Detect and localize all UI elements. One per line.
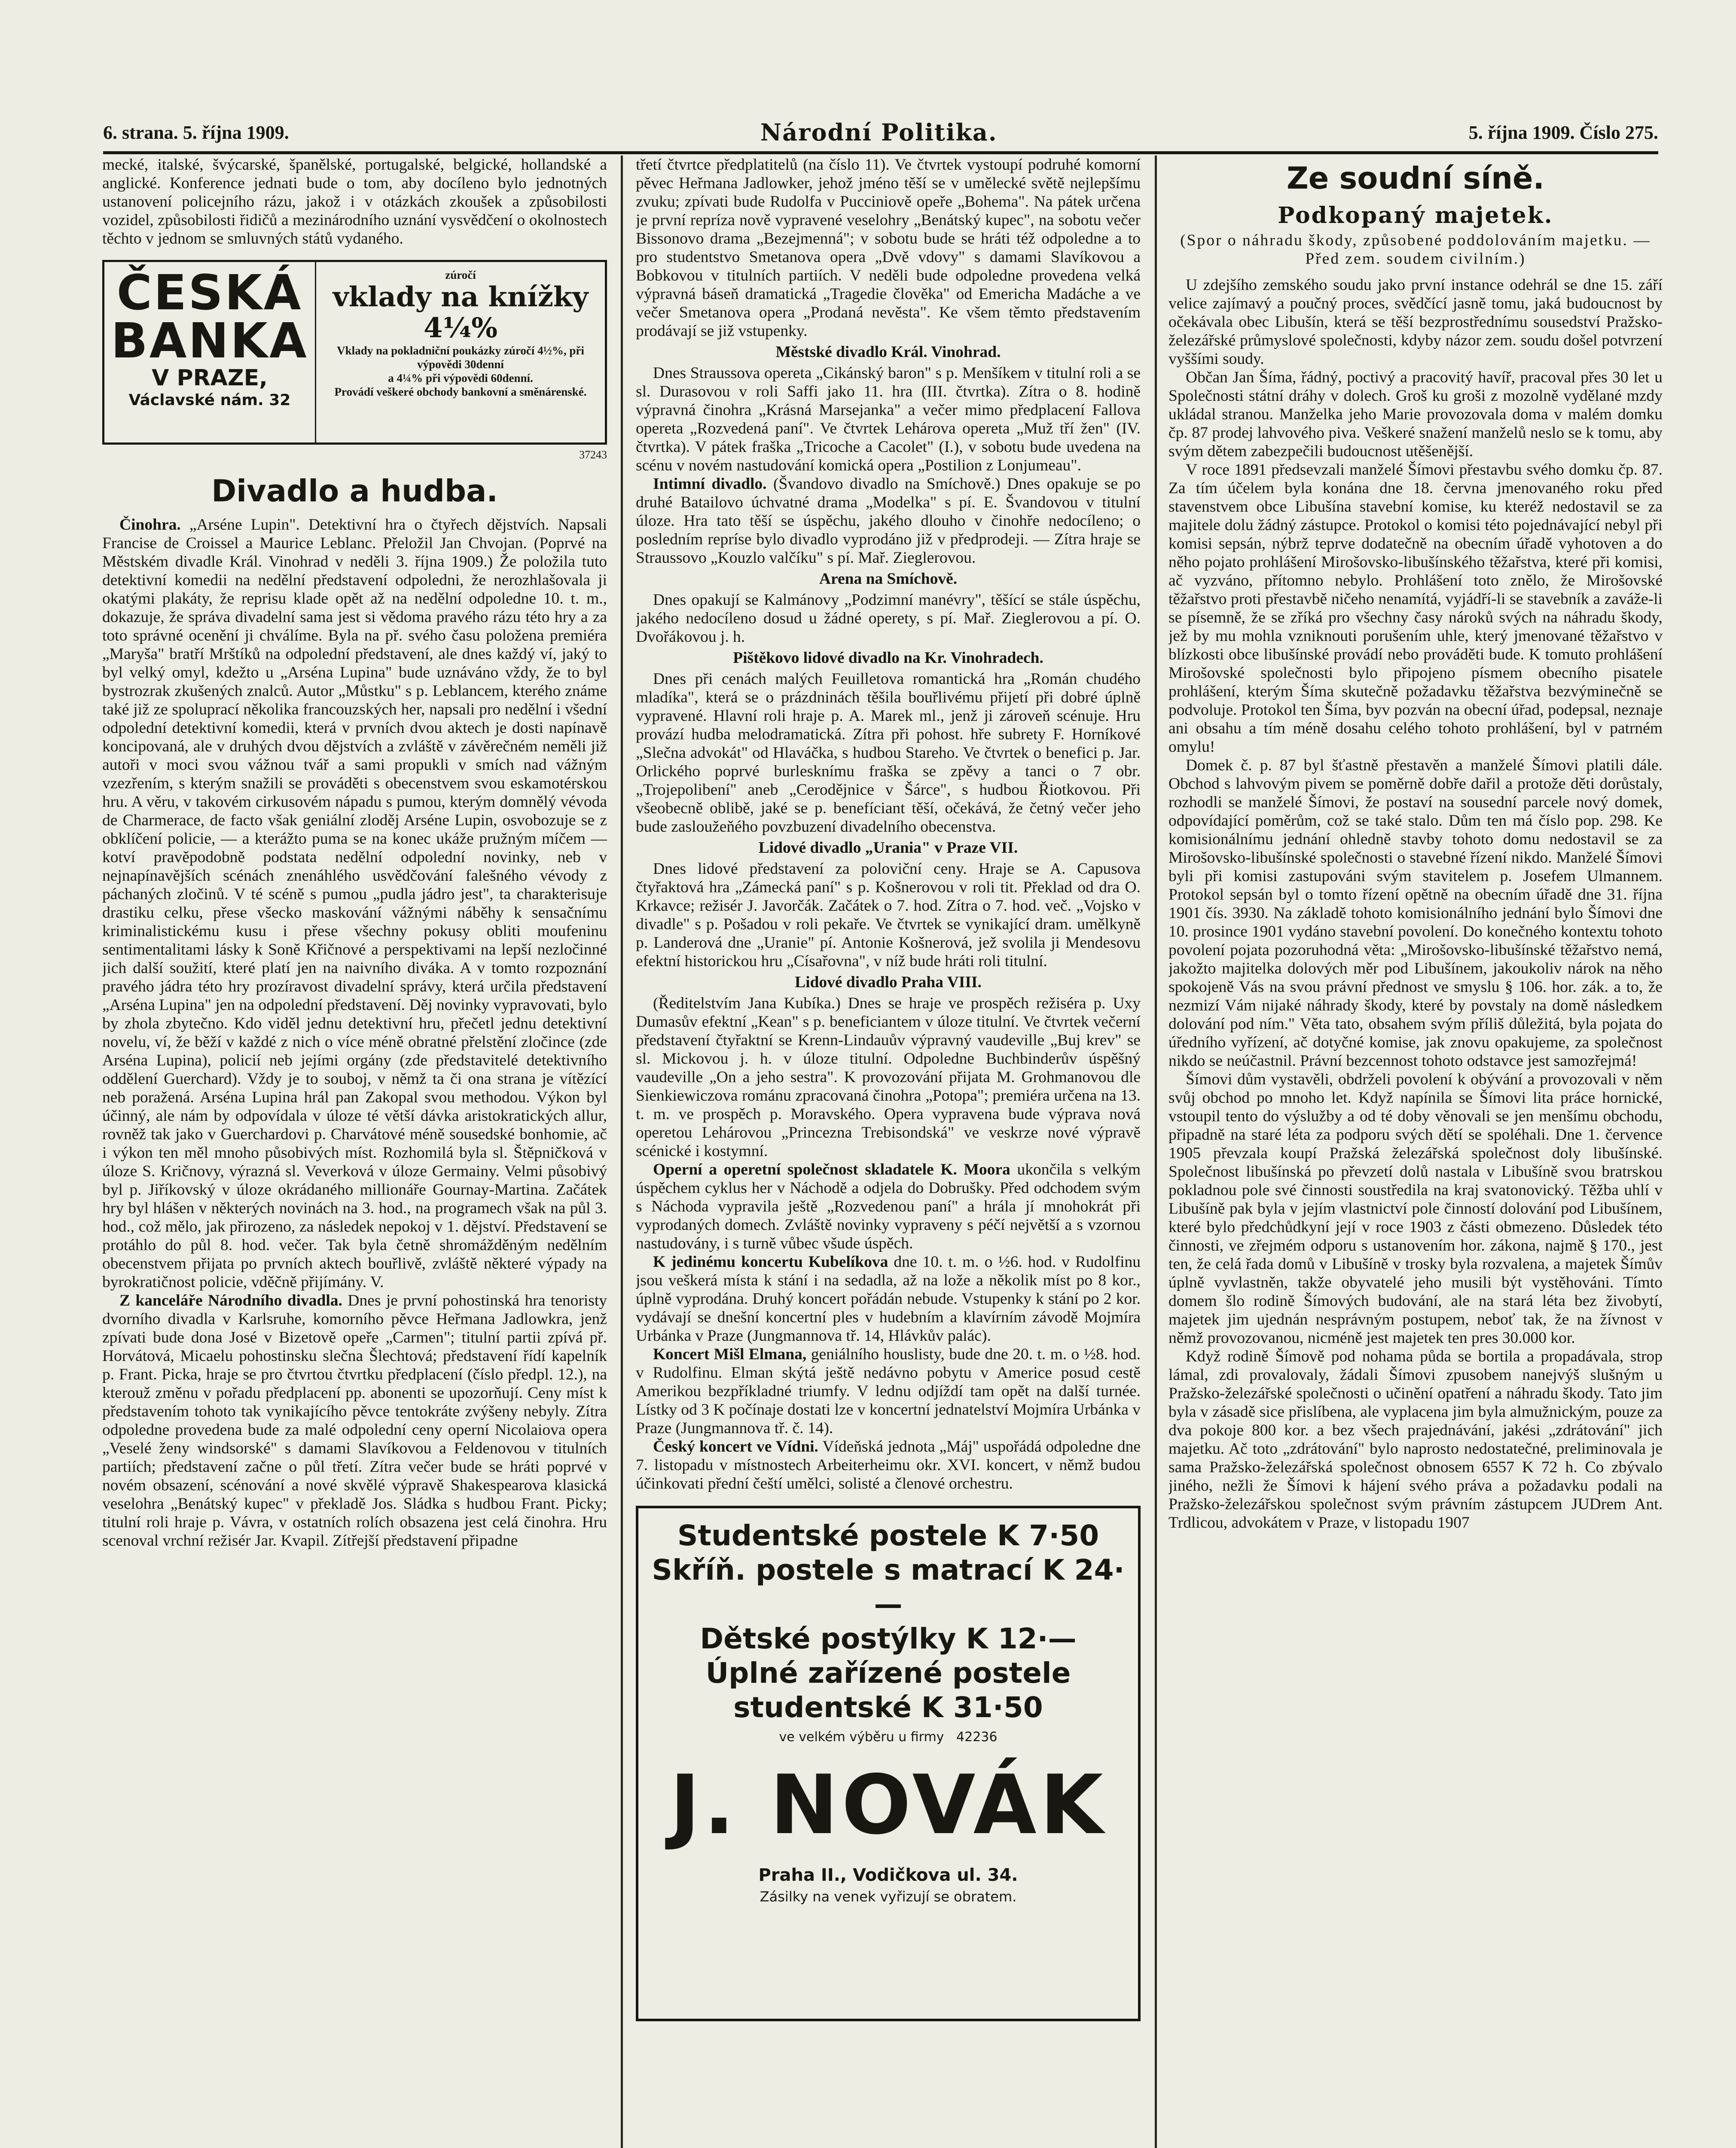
moor-lead: Operní a operetní společnost skladatele K. Moora xyxy=(653,1161,1010,1178)
novak-ad xyxy=(636,1506,1141,2021)
bank-line-2: a 4¼% při výpovědi 60denní. xyxy=(388,372,533,384)
heading-pistek: Pištěkovo lidové divadlo na Kr. Vinohradech. xyxy=(733,649,1043,667)
court-note: (Spor o náhradu škody, způsobené poddolováním majetku. — Před zem. soudem civilním.) xyxy=(1180,232,1651,268)
kubelik-text: dne 10. t. m. o ½6. hod. v Rudolfinu jsou veškerá místa k stání i na sedadla, až na lože a několik míst po 8 kor., úplně vyprodána. Druhý koncert pořádán nebude. Vstupenky k stání po 2 kor. vydávají se dnešní koncertní ples v hudebním a klavírním závodě Mojmíra Urbánka v Praze (Jungmannova tř. 14, Hlávkův palác). xyxy=(636,1253,1141,1345)
intimate-theatre-lead: Intimní divadlo. xyxy=(653,475,767,493)
court-p6: Když rodině Šímově pod nohama půda se bortila a propadávala, strop lámal, zdi provalovaly, žádali Šímovi zpusobem nanejvýš slušným u Pražsko-železářské společnosti o učinění opatření a náhradu škody. Tato jim byla v zásadě sice přislíbena, ale vyplacena jim byla almužnickým, pouze za dva pokoje 800 kor. a bez všech prajednávání, jakési „zdrátování" jich majetku. Ač toto „zdrátování" bylo naprosto nedostatečné, preliminovala je sama Pražsko-železářská společnost obnosem 6557 K 72 h. Co zbývalo jiného, nežli že Šímovi k hájení svého práva a požadavku podali na Pražsko-železářskou společnost svým právním zástupcem JUDrem Ant. Trdlicou, advokátem v Praze, v listopadu 1907 xyxy=(1169,1348,1663,1532)
pistek-text: Dnes při cenách malých Feuilletova romantická hra „Román chudého mladíka", která se o prázdninách těšila bouřlivému přijetí při dobré úplně vypravené. Hlavní roli hraje p. A. Marek ml., jenž ji zároveň scénuje. Hru provází hudba melodramatická. Zítra při pohost. hře subrety F. Horníkové „Slečna advokát" od Hlaváčka, s hudbou Stareho. Ve čtvrtek o benefici p. Jar. Orlického poprvé burlesknímu fraška se zpěvy a tanci o 7 obr. „Trojepolibení" aneb „Cerodějnice v Šárce", s hudbou Řiotkovou. Při všeobecně oblibě, jaké se p. benefíciant těší, očekává, že četný večer jeho bude zasloužeňého povzbuzení divadelního obecenstva. xyxy=(636,670,1141,836)
novak-address: Praha II., Vodičkova ul. 34. xyxy=(758,1865,1018,1885)
bank-headline: vklady na knížky 4¼% xyxy=(333,281,589,344)
court-subtitle: Podkopaný majetek. xyxy=(1278,202,1553,229)
novak-footer: Zásilky na venek vyřizují se obratem. xyxy=(760,1889,1017,1905)
national-theatre-text: Dnes je první pohostinská hra tenoristy dvorního divadla v Karlsruhe, komorního pěvce Heřmana Jadlowkra, jenž zpívati bude dona José v Bizetově opeře „Carmen"; titulní partii zpívá př. Horvátová, Micaelu pohostinsku slečna Šlechtová; představení řídí kapelník p. Frant. Picka, hraje se pro čtvrtou čtvrtku předplacení (číslo předpl. 12.), na kterouž změnu v pořadu předplacení pp. abonenti se upozorňují. Ceny míst k představením tohoto tak vynikajícího pěvce tentokráte zvýšeny nebyly. Zítra odpoledne provedena bude za malé odpolední ceny operní Nicolaiova opera „Veselé ženy windsorské" s damami Slavíkovou a Feldenovou v titulních partiích; představení začne o půl třetí. Zítra večer bude se hráti poprvé v novém obsazení, scénování a nové skvělé výpravě Shakespearova klasická veselohra „Benátský kupec" v překladě Jos. Sládka s hudbou Frant. Picky; titulní roli hraje p. Vávra, v ostatních rolích obsazena jest celá činohra. Hru scenoval vrchní režisér Jar. Kvapil. Zítřejší představení připadne xyxy=(102,1292,607,1550)
bank-line-3: Provádí veškeré obchody bankovní a směnárenské. xyxy=(334,385,587,398)
review-paragraph xyxy=(102,516,607,1291)
moor-text: ukončila s velkým úspěchem cyklus her v Náchodě a odjela do Dobrušky. Před odchodem svým s Náchoda vypravila ještě „Rozvedenou paní" a hrála jí mnohokrát při vyprodaných domech. Zvláště novinky vypraveny s péčí největší a s vzornou nastudovány, i s turně vůbec všude úspěch. xyxy=(636,1161,1141,1252)
novak-note xyxy=(647,1727,1129,1747)
header-issue: 5. října 1909. Číslo 275. xyxy=(1468,122,1658,143)
court-p1: U zdejšího zemského soudu jako první instance odehrál se dne 15. září velice zajímavý a poučný proces, svědčící jasně tomu, jaká budoucnost by očekávala obec Libušín, která se těší bezprostřednímu sousedství Pražsko-železářské průmyslové společnosti, kdyby názor zem. soudu došel potvrzení vyššími soudy. xyxy=(1169,276,1663,368)
moor-paragraph xyxy=(636,1160,1141,1253)
intro-paragraph: mecké, italské, švýcarské, španělské, portugalské, belgické, hollandské a anglické. Konference jednati bude o tom, aby docíleno bylo jednotných ustanovení policejního rázu, jakož i v otázkách zkoušek a způsobilosti vozidel, způsobilosti řidičů a mezinárodního uznání vysvědčení o okolnostech těchto v jednom se smluvných států vydaného. xyxy=(102,156,607,247)
elman-paragraph xyxy=(636,1345,1141,1437)
column-2 xyxy=(636,156,1141,2148)
novak-line-2: Skříň. postele s matrací K 24·— xyxy=(652,1553,1125,1621)
elman-lead: Koncert Mišl Elmana, xyxy=(653,1346,807,1363)
novak-line-1: Studentské postele K 7·50 xyxy=(677,1519,1099,1552)
heading-praha-viii: Lidové divadlo Praha VIII. xyxy=(795,973,982,991)
vinohrady-text: Dnes Straussova opereta „Cikánský baron" s p. Menšíkem v titulní roli a se sl. Durasovou v roli Saffi jako 11. hra (III. čtvrtka). Zítra o 8. hodině výpravná činohra „Krásná Marsejanka" a večer mimo předplacení Fallova opereta „Rozvedená paní". Ve čtvrtek Lehárova opereta „Muž tří žen" (IV. čtvrtka). V pátek fraška „Tricoche a Cacolet" (I.), v sobotu bude uvedena na scénu v novém nastudování komická opera „Postilion z Lonjumeau". xyxy=(636,364,1141,474)
header-rule xyxy=(103,151,1658,154)
bank-label: zúročí xyxy=(445,268,476,281)
court-title: Ze soudní síně. xyxy=(1286,161,1545,196)
column-divider xyxy=(621,156,623,2148)
elman-text: geniálního houslisty, bude dne 20. t. m. o ½8. hod. v Rudolfinu. Elman skýtá ještě nedávno pobytu v Americe posud cestě Amerikou bezpříkladné triumfy. V lednu odjíždí tam opět na další turnée. Lístky od 3 K počínaje dostati lze v koncertní jednatelství Mojmíra Urbánka v Praze (Jungmannova tř. č. 14). xyxy=(636,1346,1141,1437)
vienna-text: Vídeňská jednota „Máj" uspořádá odpoledne dne 7. listopadu v místnostech Arbeiterheimu okr. XVI. koncert, v němž budou účinkovati přední čeští umělci, solisté a členové orchestru. xyxy=(636,1438,1141,1492)
bank-city: V PRAZE, xyxy=(152,365,268,391)
review-text: „Arséne Lupin". Detektivní hra o čtyřech dějstvích. Napsali Francise de Croissel a Maurice Leblanc. Přeložil Jan Chvojan. (Poprvé na Městském divadle Král. Vinohrad v neděli 3. října 1909.) Že položila tuto detektivní komedii na nedělní představení odpoledni, že nerozhlašovala ji okatými plakáty, že reprisu klade opět až na nedělní odpoledne 10. t. m., dokazuje, že správa divadelní sama jest si vědoma pravého rázu této hry a za toto správné ocenění ji chválíme. Byla na př. svého času položena premiéra „Maryša" bratří Mrštíků na odpolední představení, ale dnes každý ví, jaký to byl velký omyl, kdežto u „Arséna Lupina" bude uznáváno vždy, že to byl bystrozrak zkušených znalců. Autor „Můstku" s p. Leblancem, kterého známe také již ze spoluprací několika francouzských her, napsali pro nedělní i všední odpolední detektivní komedii, která v prvních dvou aktech je dosti napínavě koncipovaná, ale v druhých dvou dějstvích a zvláště v závěrečném neměli již autoři v moci svou vážnou tvář a sami propukli v smích nad vážným vzezřením, s kterým snažili se prováděti s obecenstvem svou eskamotérskou hru. A věru, v takovém cirkusovém nápadu s pumou, kterým domnělý vévoda de Charmerace, de facto však geniální zloděj Arséne Lupin, osvobozuje se z obklíčení policie, — a kterážto puma se na konec ukáže pružným míčem — kotví pravěpodobně podstata nedělní odpolední novinky, neb v nejnapínavějších scénách znenáhlého usvědčování falešného vévody z páchaných zločinů. V té scéně s pumou „pudla jádro jest", ta charakterisuje drastiku celku, přese všecko maskování vážnými náběhy k sensačnímu kriminalistickému kusu i přese všechny pokusy obliti moufeninu sentimentalitami lásky k Soně Křičnové a perspektivami na lepší nezločinné jich další soužití, které platí jen na naivního diváka. A v tomto rozpoznání pravého jádra této hry prozíravost divadelní správy, která určila představení „Arséna Lupina" jen na odpolední představení. Děj novinky vypravovati, bylo by zhola zbytečno. Kdo viděl jednu detektivní hru, přečetl jednu detektivní novelu, ví, že běží v každé z nich o více méně obratné přelstění zločince (zde Arséna Lupina), policií neb jejími orgány (zde představitelé detektivního oddělení Guerchard). Vždy je to souboj, v němž ta či ona strana je vítězící neb poražená. Arséna Lupina hrál pan Zakopal svou methodou. Výkon byl účinný, ale nám by odpovídala v úloze té větší dávka aristokratických allur, rovněž tak jako v Guerchardovi p. Charvátové méně sousedské bonhomie, ač i výkon ten měl mnoho působivých míst. Rozhomilá byla sl. Štěpničková v úloze S. Kričnovy, výrazná sl. Veverková v úloze Germainy. Velmi působivý byl p. Jiříkovský v úloze okrádaného millionáře Gournay-Martina. Začátek hry byl hlášen v některých novinách na 3. hod., na programech však na půl 3. hod., což mělo, jak přirozeno, za následek nepokoj v 1. dějství. Představení se protáhlo do půl 8. hod. večer. Tak byla četně shromážděným nedělním obecenstvem přijata po prvních aktech bouřlivě, zvláště některé výpady na byrokratičnost policie, vděčně přijímány. V. xyxy=(102,516,607,1291)
ceska-banka-ad xyxy=(102,260,607,445)
novak-ref: 42236 xyxy=(956,1730,998,1745)
novak-note-text: ve velkém výběru u firmy xyxy=(779,1730,944,1745)
novak-line-4: Úplné zařízené postele studentské K 31·50 xyxy=(705,1657,1071,1724)
bank-left xyxy=(104,262,316,442)
header-date-page: 6. strana. 5. října 1909. xyxy=(103,122,289,143)
vienna-lead: Český koncert ve Vídni. xyxy=(653,1438,818,1455)
vienna-paragraph xyxy=(636,1437,1141,1493)
national-theatre-lead: Z kanceláře Národního divadla. xyxy=(119,1292,342,1309)
kubelik-paragraph xyxy=(636,1253,1141,1345)
court-p2: Občan Jan Šíma, řádný, poctivý a pracovitý havíř, pracoval přes 30 let u Společnosti státní dráhy v dolech. Groš ku groši z mozolně vydělané mzdy ukládal stranou. Manželka jeho Marie provozovala doma v malém domku čp. 87 prodej lahvového piva. Veškeré snažení manželů neslo se k tomu, aby svým dětem zabezpečili budoucnost utěšenější. xyxy=(1169,369,1663,460)
national-theatre-paragraph xyxy=(102,1291,607,1550)
bank-right xyxy=(316,262,605,442)
intimate-theatre-paragraph xyxy=(636,475,1141,567)
praha-viii-text: (Ředitelstvím Jana Kubíka.) Dnes se hraje ve prospěch režiséra p. Uxy Dumasův efektní „Kean" s p. beneficiantem v úloze titulní. Ve čtvrtek večerní představení čtyřaktní se Krenn-Lindauův výpravný vaudeville „Buj krev" se sl. Mickovou j. h. v úloze titulní. Odpoledne Buchbinderův úspěšný vaudeville „On a jeho sestra". K provozování přijata M. Grohmanovou dle Sienkiewiczova románu zpracovaná činohra „Potopa"; premiéra určena na 13. t. m. ve prospěch p. Moravského. Opera vypravena bude výprava nová operetou Lehárovou „Princezna Trebisondská" ve veskrze nové výpravě scénické i kostymní. xyxy=(636,995,1141,1160)
kubelik-lead: K jedinému koncertu Kubelíkova xyxy=(653,1253,888,1271)
column-divider xyxy=(1155,156,1157,2148)
column-1 xyxy=(102,156,607,2148)
review-lead: Činohra. xyxy=(119,516,181,534)
intimate-theatre-text: (Švandovo divadlo na Smíchově.) Dnes opakuje se po druhé Batailovo úchvatné drama „Modelka" s pí. E. Švandovou v titulní úloze. Hra tato těší se úspěchu, jakého dlouho v činohře nedocíleno; o posledním repríse bylo divadlo vyprodáno již v předprodeji. — Zítra hraje se Straussovo „Kouzlo valčíku" s pí. Mař. Zieglerovou. xyxy=(636,475,1141,567)
novak-name: J. NOVÁK xyxy=(670,1757,1107,1852)
arena-text: Dnes opakují se Kalmánovy „Podzimní manévry", těšící se stále úspěchu, jakého nedocíleno dosud u žádné operety, s pí. Mař. Zieglerovou a pí. O. Dvořákovou j. h. xyxy=(636,591,1141,646)
court-p3: V roce 1891 předsevzali manželé Šímovi přestavbu svého domku čp. 87. Za tím účelem byla konána dne 18. června jmenovaného roku před stavenstvem obce Libušína stavební komise, ku kteréž nedostavil se za majitele dolu žádný zástupce. Protokol o komisi této pojednávající nebyl při komisi sepsán, nýbrž teprve dodatečně na obecním úřadě vyhotoven a do něho pojato prohlášení Mirošovsko-libušínského těžařstva, které při komisi, ač vyzváno, přítomno nebylo. Prohlášení toto znělo, že Mirošovské těžařstvo proti přestavbě ničeho nenamítá, vyjádří-li se stavebník a zaváže-li se písemně, že se zříká pro všechny časy nároků svých na náhradu škody, jež by mu mohla vzniknouti porušením uhle, který jmenované těžařstvo v blízkosti obce libušínské provádí nebo prováděti bude. K tomuto prohlášení Mirošovské společnosti bylo připojeno písmem obecního pisatele prohlášení, kterým Šíma skutečně požadavku těžařstva bezvýminečně se podvoluje. Protokol ten Šíma, byv pozván na obecní úřad, podepsal, neznaje ani obsahu a tím méně dosahu celého tohoto prohlášení, byl v patrném omylu! xyxy=(1169,461,1663,756)
novak-line-3: Dětské postýlky K 12·— xyxy=(700,1622,1077,1655)
heading-vinohrady: Městské divadlo Král. Vinohrad. xyxy=(775,343,1001,361)
bank-ref: 37243 xyxy=(579,449,607,461)
bank-name: ČESKÁ BANKA xyxy=(111,265,308,369)
section-title-theatre: Divadlo a hudba. xyxy=(211,473,498,509)
page-header xyxy=(103,115,1658,150)
urania-text: Dnes lidové představení za poloviční ceny. Hraje se A. Capusova čtyřaktová hra „Zámecká paní" s p. Košnerovou v roli tit. Překlad od dra O. Krkavce; režisér J. Javorčák. Začátek o 7. hod. Zítra o 7. hod. več. „Vojsko v divadle" s p. Pošadou v roli pekaře. Ve čtvrtek se vynikající dram. umělkyně p. Landerová dne „Uranie" pí. Antonie Košnerová, jež svolila ji Mendesovu efektní historickou hru „Císařovna", v níž bude hráti roli titulní. xyxy=(636,860,1141,970)
court-p5: Šímovi dům vystavěli, obdrželi povolení k obývání a provozovali v něm svůj obchod po mnoho let. Když napínila se Šímovi lita práce hornické, vstoupil tento do výslužby a od té doby věnovali se jen menšímu obchodu, připadně na staré léta za podporu svých dětí se spoléhali. Dne 1. července 1905 převzala koupí Pražská železářská společnost doly libušínské. Společnost libušínská po převzetí dolů nastala v Libušíně svou bratrskou pokladnou pole své činnosti soustředila na kraj svatonovický. Těžba uhlí v Libušíně pak byla v jejím vlastnictví pole činností dolování pod Libušínem, které bylo předchůdkyní její v roce 1903 z části obmezeno. Důsledek této činnosti, ve zřejmém odporu s ustanovením hor. zákona, najmě § 170., jest ten, že celá řada domů v Libušíně v trosky byla rozvalena, a majetek Šímův úplně vyvlastněn, takže obyvatelé jeho musili být vystěhováni. Tímto domem šlo rodině Šímových budování, ale na stará léta bez živobytí, majetek jim ujednán nesprávným postupem, neboť tak, že na žívnost v němž provozovanou, nicméně jest majetek ten pres 30.000 kor. xyxy=(1169,1071,1663,1347)
court-p4: Domek č. p. 87 byl šťastně přestavěn a manželé Šímovi platili dále. Obchod s lahvovým pivem se poměrně dobře dařil a protože děti dorůstaly, rozhodli se manželé Šímovi, že postaví na sousední parcele nový domek, odpovídající poměrům, což se také stalo. Dům ten má číslo pop. 298. Ke komisionálnímu jednání ohledně stavby tohoto domu nedostavil se za Mirošovsko-libušínské společnosti o stavebné řízení nikdo. Manželé Šímovi byli při komisi zastupováni svým stavitelem p. Josefem Ulmannem. Protokol sepsán byl o tomto řízení opětně na obecním úřadě dne 31. října 1901 čís. 3930. Na základě tohoto komisionálního jednání bylo Šímovi dne 10. prosince 1901 vydáno stavební povolení. Do konečného kontextu tohoto povolení pojata pozoruhodná věta: „Mirošovsko-libušínské těžařstvo nemá, jakožto majitelka dolových měr pod Libušínem, jakoukoliv nárok na něho spokojeně Vás na svou právní přednost ve smyslu § 106. hor. zák. a to, že nezmizí Vám nijaké náhrady škody, které by povstaly na domě následkem dolování pod ním." Věta tato, obsahem svým příliš důležitá, byla pojata do úředního vyřízení, ač dotyčné komise, jak znovu opakujeme, za společnost nikdo se neúčastnil. Právní bezcennost tohoto odstavce jest samozřejmá! xyxy=(1169,757,1663,1070)
heading-urania: Lidové divadlo „Urania" v Praze VII. xyxy=(758,839,1018,857)
continuation-paragraph: třetí čtvrtce předplatitelů (na číslo 11). Ve čtvrtek vystoupí podruhé komorní pěvec Heřmana Jadlowker, jehož jméno těší se v umělecké světě nejlepšímu zvuku; zpívati bude Rudolfa v Pucciniově opeře „Bohema". Na pátek určena je první repríza nově vypravené veselohry „Benátský kupec", na sobotu večer Bissonovo drama „Bezejmenná"; v sobotu bude se hráti též odpoledne a to pro studentstvo Smetanova opera „Dvě vdovy" s damami Slavíkovou a Bobkovou v titulních partiích. V neděli bude odpoledne provedena velká výpravná báseň dramatická „Tragedie člověka" od Emericha Madáche a ve večer Smetanova opera „Prodaná nevěsta". Ke všem těmto představením prodávají se již vstupenky. xyxy=(636,156,1141,340)
heading-arena: Arena na Smíchově. xyxy=(819,570,958,588)
bank-address: Václavské nám. 32 xyxy=(128,391,291,409)
bank-line-1: Vklady na pokladniční poukázky zúročí 4½%, při výpovědi 30denní xyxy=(337,344,584,371)
column-3 xyxy=(1169,156,1663,2148)
masthead: Národní Politika. xyxy=(760,119,998,146)
